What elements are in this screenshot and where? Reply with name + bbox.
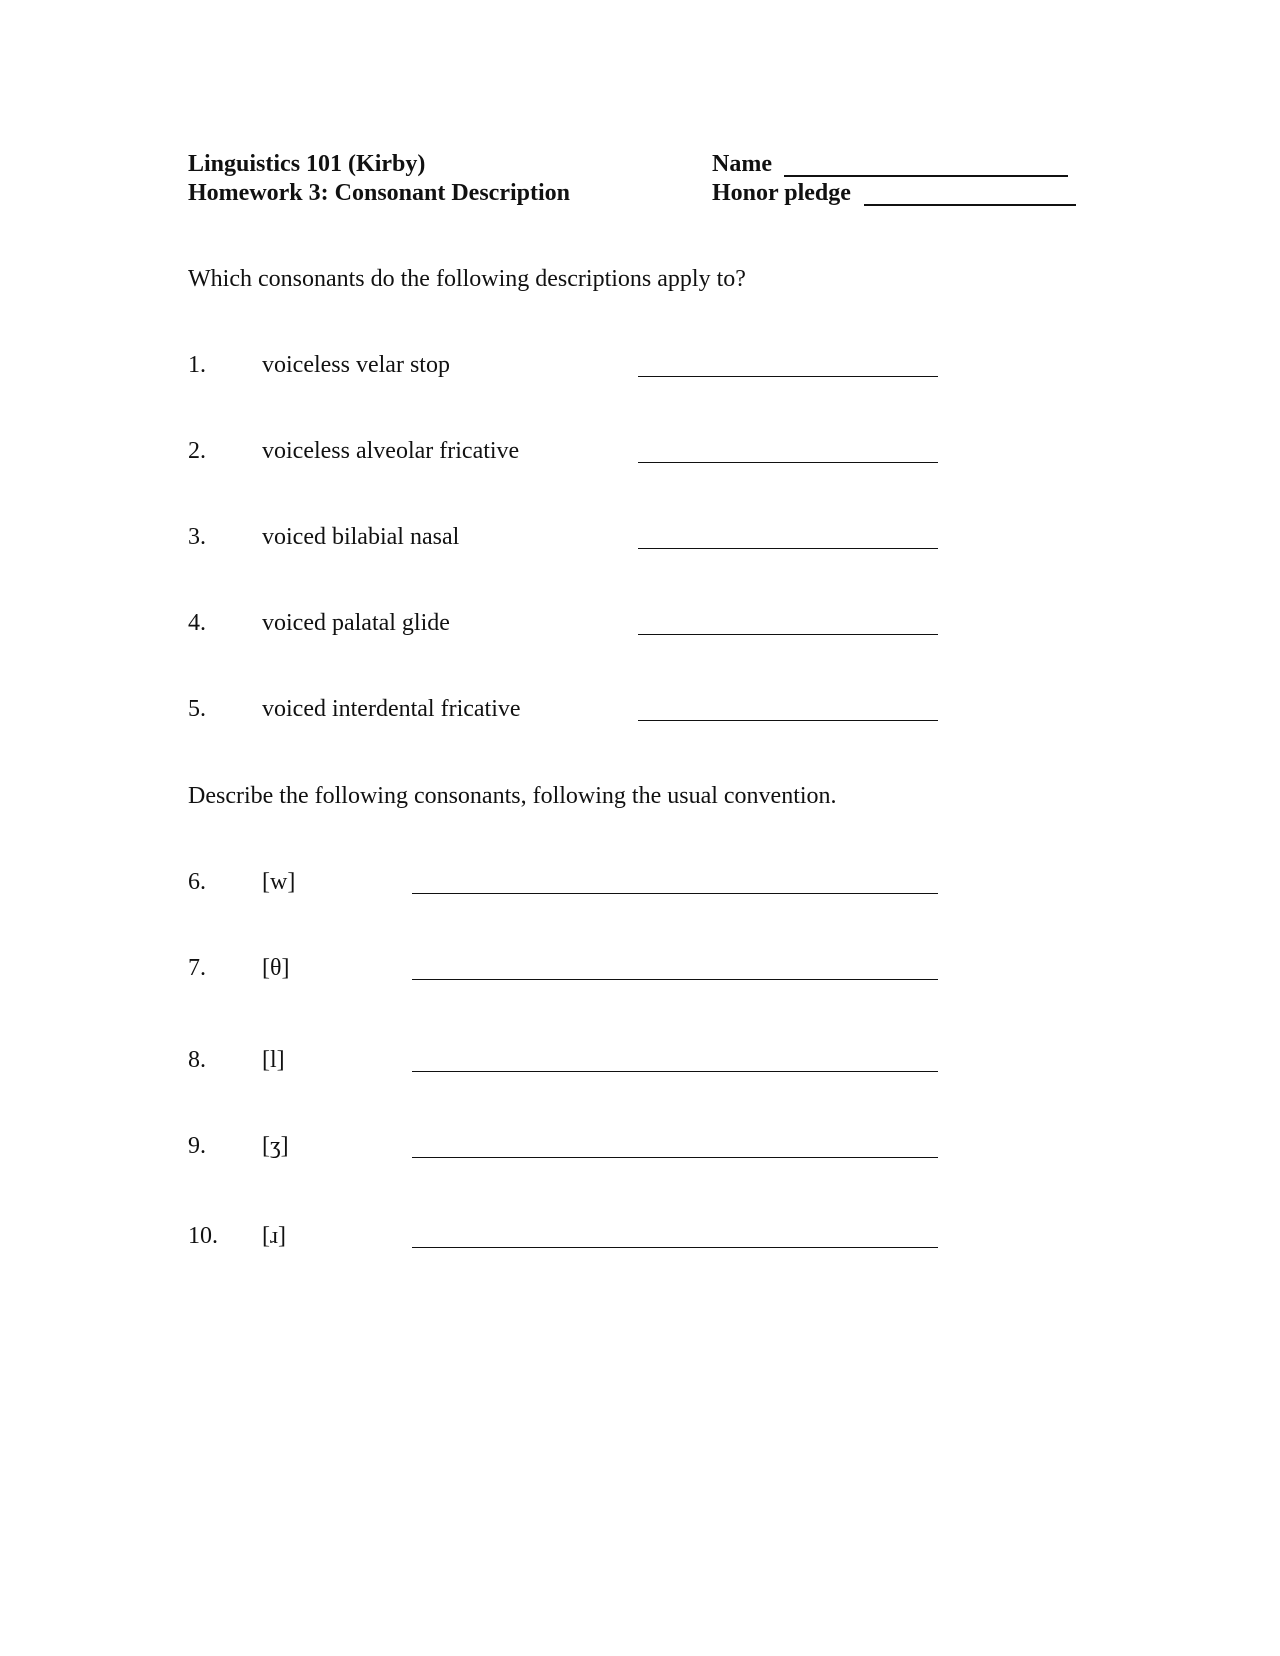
honor-pledge-field-line[interactable]	[864, 204, 1076, 206]
item-symbol: [w]	[262, 869, 296, 895]
answer-line[interactable]	[412, 1071, 938, 1072]
item-number: 4.	[188, 610, 206, 636]
item-number: 5.	[188, 696, 206, 722]
item-number: 8.	[188, 1047, 206, 1073]
answer-line[interactable]	[638, 634, 938, 635]
item-symbol: [θ]	[262, 955, 290, 981]
item-number: 9.	[188, 1133, 206, 1159]
item-number: 7.	[188, 955, 206, 981]
assignment-title: Homework 3: Consonant Description	[188, 180, 570, 206]
name-field-line[interactable]	[784, 175, 1068, 177]
answer-line[interactable]	[412, 893, 938, 894]
answer-line[interactable]	[412, 979, 938, 980]
item-description: voiceless velar stop	[262, 352, 450, 378]
section1-prompt: Which consonants do the following descriptions apply to?	[188, 266, 746, 292]
honor-pledge-label: Honor pledge	[712, 180, 851, 206]
item-number: 2.	[188, 438, 206, 464]
answer-line[interactable]	[638, 548, 938, 549]
item-number: 10.	[188, 1223, 218, 1249]
item-symbol: [ʒ]	[262, 1133, 289, 1159]
name-label: Name	[712, 151, 772, 177]
item-symbol: [ɹ]	[262, 1223, 286, 1249]
answer-line[interactable]	[638, 462, 938, 463]
item-description: voiced interdental fricative	[262, 696, 521, 722]
answer-line[interactable]	[412, 1157, 938, 1158]
item-description: voiced palatal glide	[262, 610, 450, 636]
answer-line[interactable]	[638, 720, 938, 721]
answer-line[interactable]	[412, 1247, 938, 1248]
answer-line[interactable]	[638, 376, 938, 377]
item-number: 6.	[188, 869, 206, 895]
section2-prompt: Describe the following consonants, following the usual convention.	[188, 783, 837, 809]
item-description: voiced bilabial nasal	[262, 524, 460, 550]
course-title: Linguistics 101 (Kirby)	[188, 151, 426, 177]
item-number: 3.	[188, 524, 206, 550]
item-symbol: [l]	[262, 1047, 285, 1073]
item-description: voiceless alveolar fricative	[262, 438, 520, 464]
item-number: 1.	[188, 352, 206, 378]
